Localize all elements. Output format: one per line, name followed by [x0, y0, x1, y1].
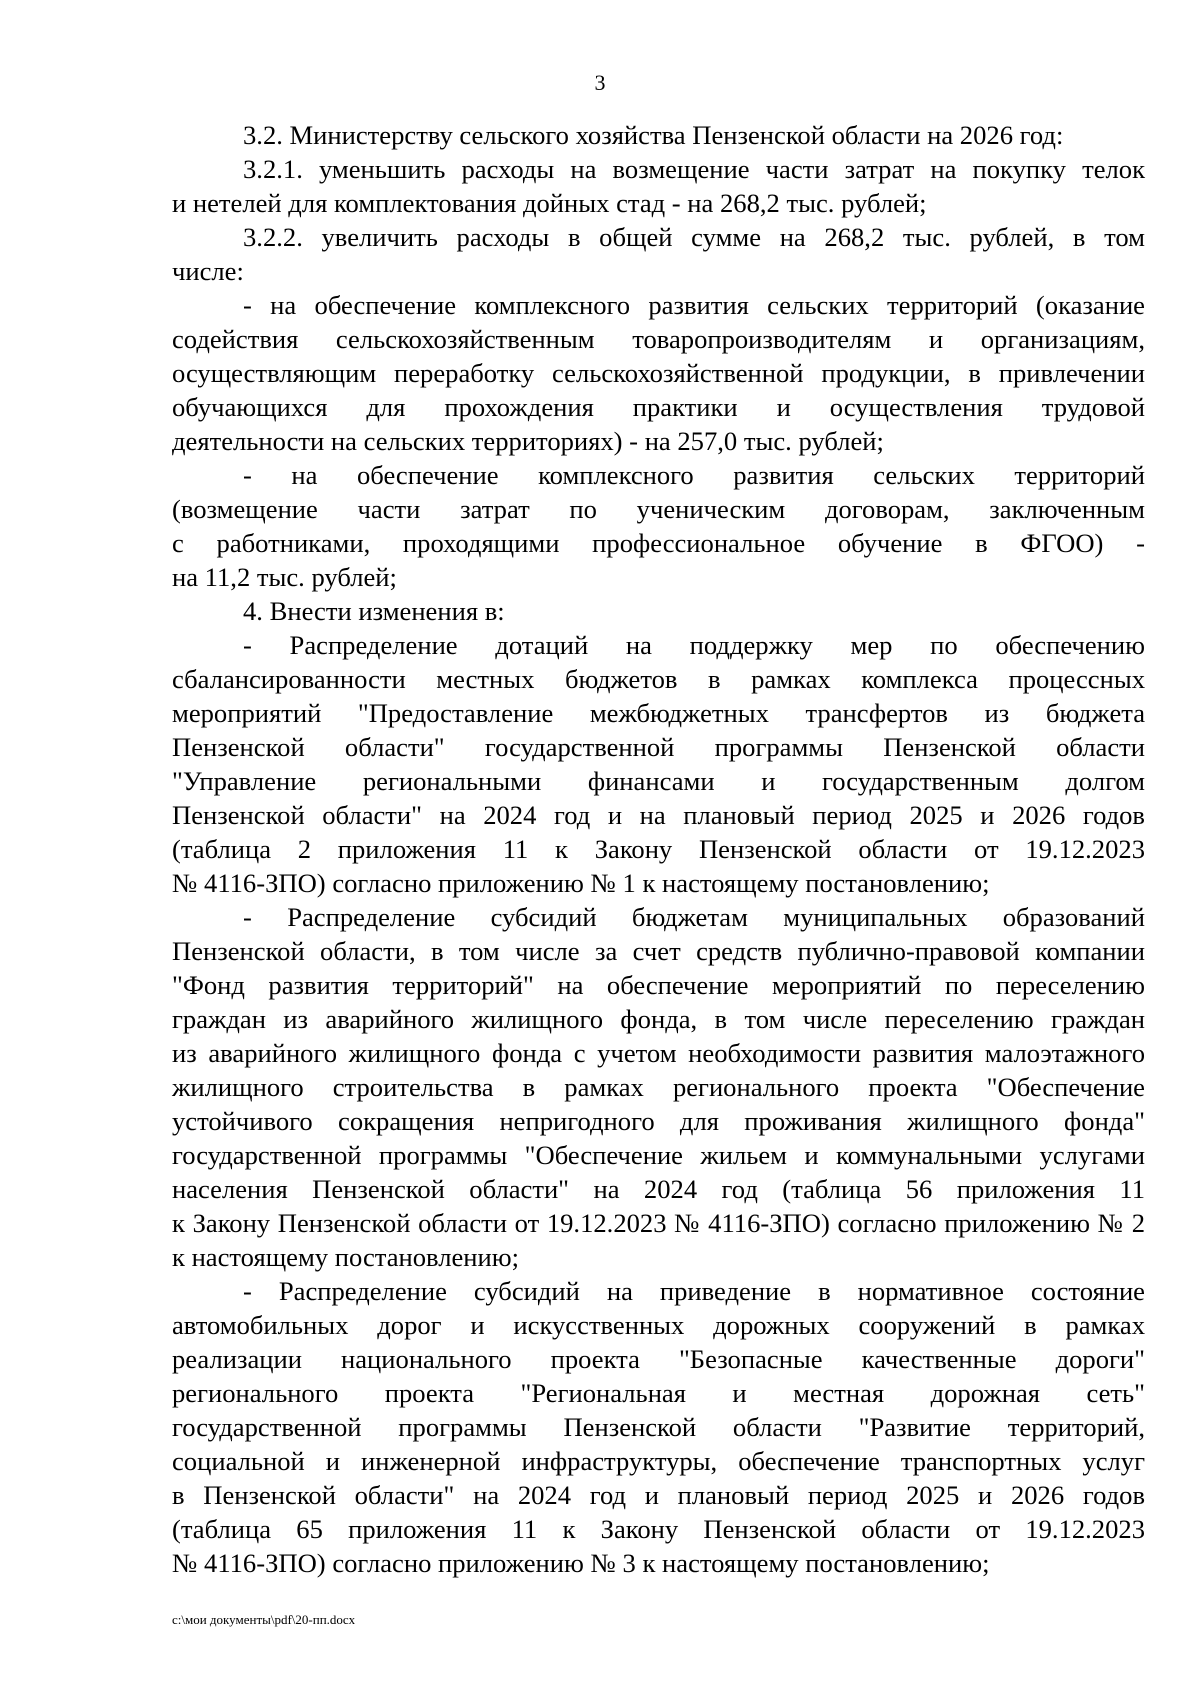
paragraph	[172, 594, 1145, 628]
text-line: числе:	[172, 256, 244, 286]
text-line: жилищного строительства в рамках регионального проекта "Обеспечение	[172, 1072, 1145, 1102]
footer-file-path: c:\мои документы\pdf\20-пп.docx	[172, 1612, 356, 1627]
text-line: к Закону Пензенской области от 19.12.2023 № 4116-ЗПО) согласно приложению № 2	[172, 1208, 1145, 1238]
text-line: - Распределение субсидий бюджетам муниципальных образований	[243, 902, 1145, 932]
text-line: 4. Внести изменения в:	[243, 596, 505, 626]
text-line: автомобильных дорог и искусственных дорожных сооружений в рамках	[172, 1310, 1145, 1340]
text-line: Пензенской области" государственной программы Пензенской области	[172, 732, 1145, 762]
text-line: - Распределение субсидий на приведение в нормативное состояние	[243, 1276, 1145, 1306]
paragraph	[172, 152, 1145, 220]
text-line: к настоящему постановлению;	[172, 1242, 520, 1272]
text-line: мероприятий "Предоставление межбюджетных трансфертов из бюджета	[172, 698, 1145, 728]
text-line: устойчивого сокращения непригодного для проживания жилищного фонда"	[172, 1106, 1145, 1136]
text-line: (таблица 2 приложения 11 к Закону Пензенской области от 19.12.2023	[172, 834, 1145, 864]
text-line: Пензенской области, в том числе за счет средств публично-правовой компании	[172, 936, 1145, 966]
text-line: государственной программы "Обеспечение жильем и коммунальными услугами	[172, 1140, 1145, 1170]
text-line: "Фонд развития территорий" на обеспечение мероприятий по переселению	[172, 970, 1145, 1000]
text-line: реализации национального проекта "Безопасные качественные дороги"	[172, 1344, 1145, 1374]
text-line: № 4116-ЗПО) согласно приложению № 1 к настоящему постановлению;	[172, 868, 990, 898]
text-line: - Распределение дотаций на поддержку мер по обеспечению	[243, 630, 1145, 660]
text-line: - на обеспечение комплексного развития сельских территорий	[243, 460, 1145, 490]
text-line: в Пензенской области" на 2024 год и плановый период 2025 и 2026 годов	[172, 1480, 1145, 1510]
paragraph	[172, 628, 1145, 900]
text-line: граждан из аварийного жилищного фонда, в том числе переселению граждан	[172, 1004, 1145, 1034]
text-line: № 4116-ЗПО) согласно приложению № 3 к настоящему постановлению;	[172, 1548, 990, 1578]
text-line: (таблица 65 приложения 11 к Закону Пензенской области от 19.12.2023	[172, 1514, 1145, 1544]
text-line: населения Пензенской области" на 2024 год (таблица 56 приложения 11	[172, 1174, 1145, 1204]
text-line: содействия сельскохозяйственным товаропроизводителям и организациям,	[172, 324, 1145, 354]
text-line: осуществляющим переработку сельскохозяйственной продукции, в привлечении	[172, 358, 1145, 388]
text-line: регионального проекта "Региональная и местная дорожная сеть"	[172, 1378, 1145, 1408]
paragraph	[172, 118, 1145, 152]
paragraph	[172, 288, 1145, 458]
text-line: деятельности на сельских территориях) - на 257,0 тыс. рублей;	[172, 426, 884, 456]
text-line: 3.2. Министерству сельского хозяйства Пензенской области на 2026 год:	[243, 120, 1064, 150]
text-line: "Управление региональными финансами и государственным долгом	[172, 766, 1145, 796]
text-line: государственной программы Пензенской области "Развитие территорий,	[172, 1412, 1145, 1442]
text-line: 3.2.2. увеличить расходы в общей сумме на 268,2 тыс. рублей, в том	[243, 222, 1145, 252]
paragraph	[172, 900, 1145, 1274]
paragraph	[172, 458, 1145, 594]
text-line: 3.2.1. уменьшить расходы на возмещение части затрат на покупку телок	[243, 154, 1145, 184]
paragraph	[172, 220, 1145, 288]
text-line: социальной и инженерной инфраструктуры, обеспечение транспортных услуг	[172, 1446, 1145, 1476]
text-line: из аварийного жилищного фонда с учетом необходимости развития малоэтажного	[172, 1038, 1145, 1068]
text-line: на 11,2 тыс. рублей;	[172, 562, 397, 592]
text-line: - на обеспечение комплексного развития сельских территорий (оказание	[243, 290, 1145, 320]
text-line: с работниками, проходящими профессиональное обучение в ФГОО) -	[172, 528, 1145, 558]
document-body	[172, 118, 1145, 1580]
text-line: сбалансированности местных бюджетов в рамках комплекса процессных	[172, 664, 1145, 694]
page-number: 3	[594, 70, 606, 95]
text-line: (возмещение части затрат по ученическим договорам, заключенным	[172, 494, 1145, 524]
paragraph	[172, 1274, 1145, 1580]
text-line: и нетелей для комплектования дойных стад - на 268,2 тыс. рублей;	[172, 188, 927, 218]
text-line: Пензенской области" на 2024 год и на плановый период 2025 и 2026 годов	[172, 800, 1145, 830]
text-line: обучающихся для прохождения практики и осуществления трудовой	[172, 392, 1145, 422]
